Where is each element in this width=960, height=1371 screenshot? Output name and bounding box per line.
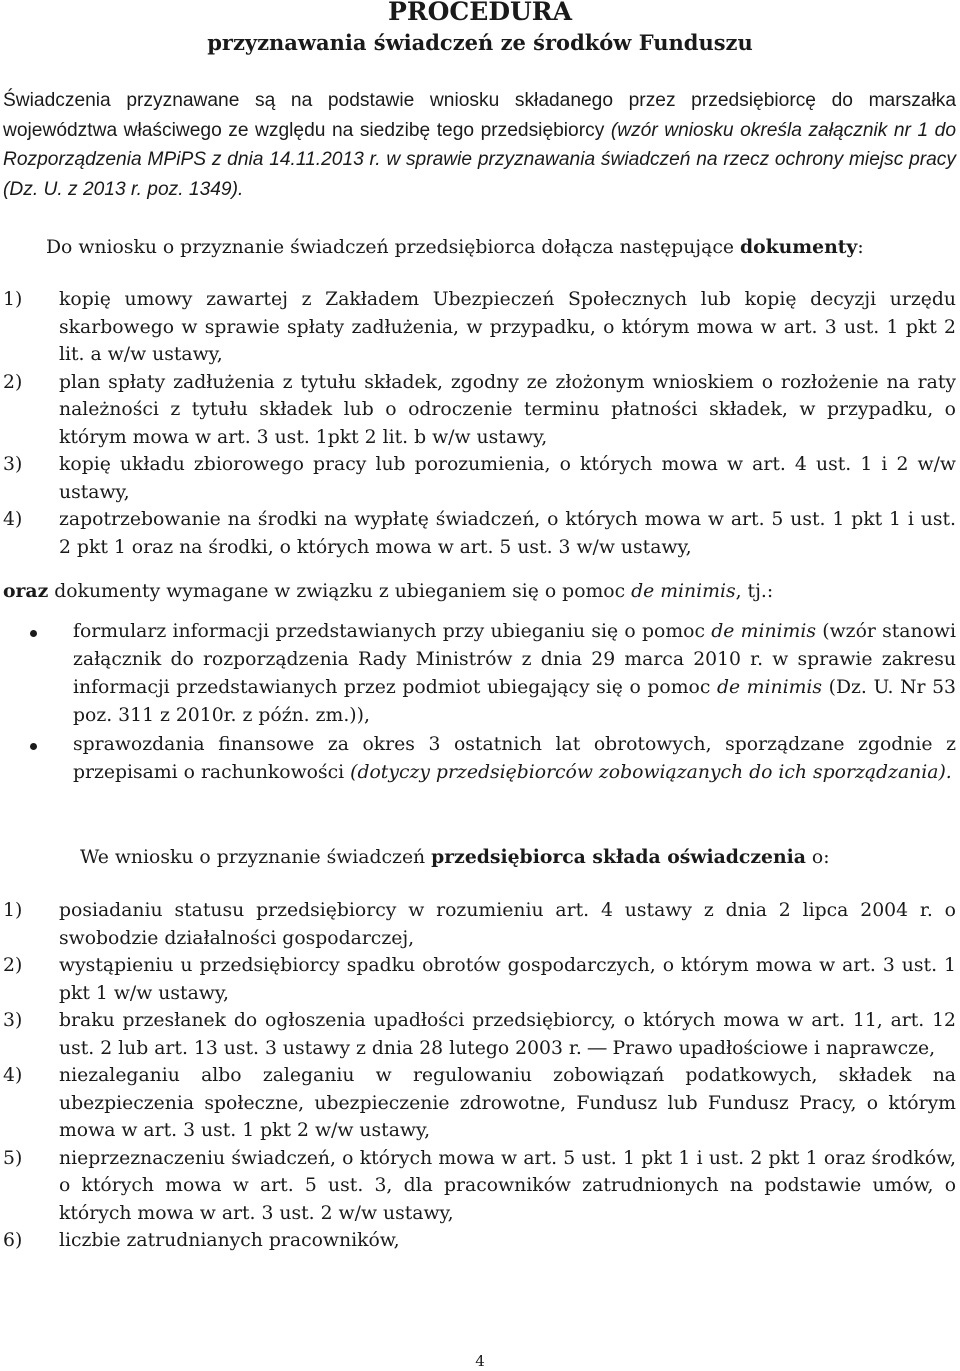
list-item-text: wystąpieniu u przedsiębiorcy spadku obrotów gospodarczych, o którym mowa w art. 3 ust. 1 pkt 1 w/w ustawy, bbox=[59, 955, 956, 1004]
deminimis-lead bbox=[3, 577, 956, 606]
bullet-icon bbox=[30, 743, 37, 750]
documents-lead-bold: dokumenty bbox=[739, 236, 858, 258]
statements-lead bbox=[80, 843, 956, 872]
list-item-number: 1) bbox=[3, 289, 23, 310]
bullet-text: formularz informacji przedstawianych przy ubieganiu się o pomoc bbox=[73, 621, 712, 642]
list-item bbox=[3, 1227, 956, 1255]
list-item-text: zapotrzebowanie na środki na wypłatę świadczeń, o których mowa w art. 5 ust. 1 pkt 1 i ust. 2 pkt 1 oraz na środki, o których mowa w art. 5 ust. 3 w/w ustawy, bbox=[59, 509, 956, 558]
list-item-number: 4) bbox=[3, 1065, 23, 1086]
page-number: 4 bbox=[475, 1352, 485, 1370]
list-item-number: 3) bbox=[3, 1010, 23, 1031]
list-item-number: 2) bbox=[3, 955, 23, 976]
bullet-text: sprawozdania finansowe za okres 3 ostatnich lat obrotowych, sporządzane zgodnie z przepisami o rachunkowości bbox=[73, 734, 956, 783]
list-item bbox=[3, 451, 956, 506]
list-item-number: 3) bbox=[3, 454, 23, 475]
deminimis-lead-italic: de minimis bbox=[631, 581, 736, 602]
list-item bbox=[3, 506, 956, 561]
list-item-number: 2) bbox=[3, 371, 23, 393]
bullet-italic-text: (dotyczy przedsiębiorców zobowiązanych do ich sporządzania). bbox=[350, 762, 952, 783]
statements-lead-bold: przedsiębiorca składa oświadczenia bbox=[431, 846, 806, 868]
page-title: PROCEDURA bbox=[388, 0, 572, 26]
bullet-text: (Dz. U. Nr 53 poz. 311 z 2010r. z późn. zm.)), bbox=[73, 677, 956, 726]
list-item-number: 1) bbox=[3, 900, 23, 921]
list-item-text: liczbie zatrudnianych pracowników, bbox=[59, 1230, 400, 1251]
bullet-item bbox=[3, 618, 956, 730]
list-item bbox=[3, 369, 956, 452]
list-item-text: plan spłaty zadłużenia z tytułu składek, zgodny ze złożonym wnioskiem o rozłożenie na raty należności z tytułu składek lub o odroczenie terminu płatności składek, w przypadku, o którym mowa w art. 3 ust. 1pkt 2 lit. b w/w ustawy, bbox=[59, 371, 956, 448]
bullet-text: (wzór stanowi załącznik do rozporządzenia Rady Ministrów z dnia 29 marca 2010 r. w sprawie zakresu informacji przedstawianych przez podmiot ubiegający się o pomoc bbox=[73, 621, 956, 698]
bullet-italic-text: de minimis bbox=[716, 677, 823, 698]
list-item bbox=[3, 952, 956, 1007]
bullet-icon bbox=[30, 630, 37, 637]
documents-lead-text: Do wniosku o przyznanie świadczeń przedsiębiorca dołącza następujące bbox=[46, 237, 740, 258]
deminimis-lead-bold: oraz bbox=[3, 580, 49, 602]
list-item bbox=[3, 897, 956, 952]
statements-lead-text: We wniosku o przyznanie świadczeń bbox=[80, 847, 432, 868]
list-item-number: 5) bbox=[3, 1147, 23, 1169]
documents-list bbox=[3, 286, 956, 561]
list-item bbox=[3, 1062, 956, 1145]
list-item-text: posiadaniu statusu przedsiębiorcy w rozumieniu art. 4 ustawy z dnia 2 lipca 2004 r. o swobodzie działalności gospodarczej, bbox=[59, 900, 956, 949]
list-item-text: kopię układu zbiorowego pracy lub porozumienia, o których mowa w art. 4 ust. 1 i 2 w/w ustawy, bbox=[59, 454, 956, 503]
heading-block bbox=[0, 0, 960, 57]
intro-paragraph bbox=[3, 86, 956, 204]
list-item-text: nieprzeznaczeniu świadczeń, o których mowa w art. 5 ust. 1 pkt 1 i ust. 2 pkt 1 oraz środków, o których mowa w art. 5 ust. 3, dla pracowników zatrudnionych na podstawie umów, o których mowa w art. 3 ust. 2 w/w ustawy, bbox=[59, 1147, 956, 1224]
list-item-number: 6) bbox=[3, 1230, 23, 1251]
list-item bbox=[3, 1145, 956, 1228]
deminimis-lead-end: , tj.: bbox=[735, 581, 774, 602]
bullet-item bbox=[3, 731, 956, 787]
list-item bbox=[3, 1007, 956, 1062]
deminimis-lead-text: dokumenty wymagane w związku z ubieganiem się o pomoc bbox=[48, 581, 632, 602]
intro-italic-text: (wzór wniosku określa załącznik nr 1 do Rozporządzenia MPiPS z dnia 14.11.2013 r. w sprawie przyznawania świadczeń na rzecz ochrony miejsc pracy (Dz. U. z 2013 r. poz. 1349). bbox=[3, 119, 956, 200]
documents-lead-end: : bbox=[857, 237, 864, 258]
page-subtitle: przyznawania świadczeń ze środków Funduszu bbox=[207, 30, 753, 55]
list-item-text: braku przesłanek do ogłoszenia upadłości przedsiębiorcy, o których mowa w art. 11, art. 12 ust. 2 lub art. 13 ust. 3 ustawy z dnia 28 lutego 2003 r. ― Prawo upadłościowe i naprawcze, bbox=[59, 1010, 956, 1059]
list-item bbox=[3, 286, 956, 369]
list-item-text: kopię umowy zawartej z Zakładem Ubezpieczeń Społecznych lub kopię decyzji urzędu skarbowego w sprawie spłaty zadłużenia, w przypadku, o którym mowa w art. 3 ust. 1 pkt 2 lit. a w/w ustawy, bbox=[59, 289, 956, 365]
intro-text: Świadczenia przyznawane są na podstawie wniosku składanego przez przedsiębiorcę do marszałka województwa właściwego ze względu na siedzibę tego przedsiębiorcy bbox=[3, 90, 956, 141]
documents-lead bbox=[46, 233, 956, 262]
deminimis-list bbox=[3, 618, 956, 787]
bullet-italic-text: de minimis bbox=[711, 621, 817, 642]
list-item-text: niezaleganiu albo zaleganiu w regulowaniu zobowiązań podatkowych, składek na ubezpieczenia społeczne, ubezpieczenie zdrowotne, Fundusz lub Fundusz Pracy, o którym mowa w art. 3 ust. 1 pkt 2 w/w ustawy, bbox=[59, 1065, 956, 1141]
list-item-number: 4) bbox=[3, 509, 23, 530]
statements-list bbox=[3, 897, 956, 1255]
statements-lead-end: o: bbox=[805, 847, 830, 868]
